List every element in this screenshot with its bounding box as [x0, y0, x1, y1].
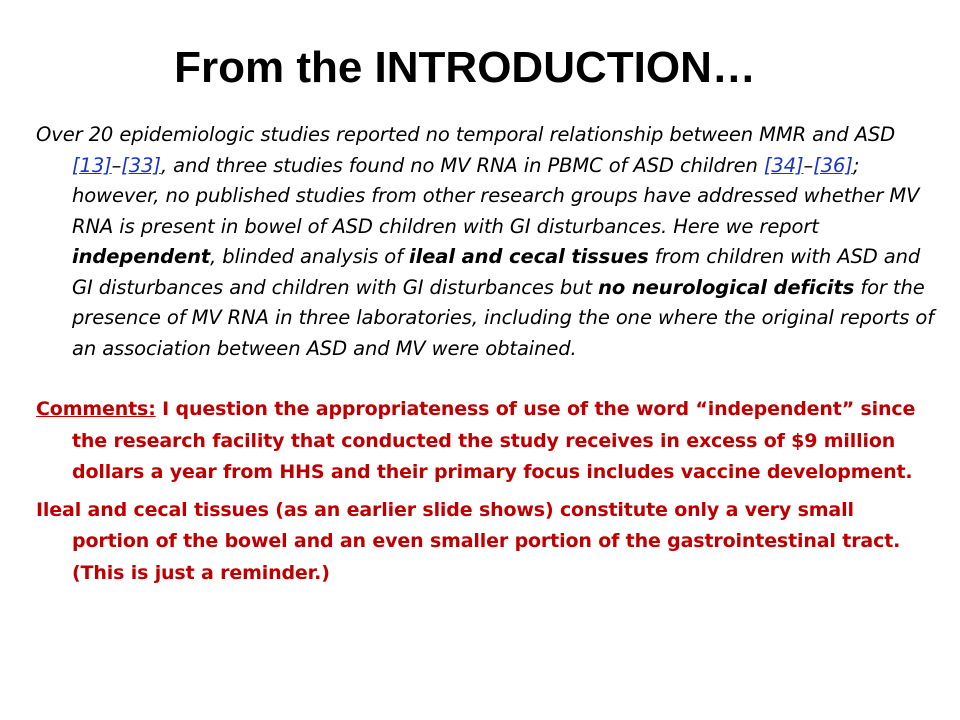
- reference-link-36[interactable]: [36]: [813, 153, 853, 177]
- intro-text-5: from children with ASD and GI disturbances and children with GI disturbances but: [72, 245, 921, 299]
- intro-text-1: Over 20 epidemiologic studies reported no temporal relationship between MMR and ASD: [36, 123, 896, 146]
- spacer: [36, 364, 936, 394]
- comments-label: Comments:: [36, 398, 156, 420]
- comment-paragraph-1: [36, 394, 936, 489]
- emphasis-independent: independent: [72, 245, 211, 268]
- reference-dash: –: [111, 153, 122, 177]
- intro-text-4: , blinded analysis of: [210, 245, 409, 268]
- intro-paragraph: [36, 120, 936, 364]
- slide-title: From the INTRODUCTION…: [174, 43, 756, 92]
- slide-body: [36, 120, 936, 589]
- reference-dash: –: [803, 153, 814, 177]
- reference-link-13[interactable]: [13]: [72, 153, 112, 177]
- emphasis-ileal-cecal-tissues: ileal and cecal tissues: [408, 245, 649, 268]
- intro-text-2: , and three studies found no MV RNA in PBMC of ASD children: [160, 153, 764, 177]
- comment-text-1: I question the appropriateness of use of the word “independent” since the research facility that conducted the study receives in excess of $9 million dollars a year from HHS and their primary focus includes vaccine development.: [72, 398, 916, 483]
- comment-paragraph-2: [36, 495, 936, 590]
- intro-text-6: for the presence of MV RNA in three laboratories, including the one where the original reports of an association between ASD and MV were obtained.: [72, 275, 934, 360]
- emphasis-no-neurological-deficits: no neurological deficits: [598, 275, 855, 299]
- reference-link-33[interactable]: [33]: [121, 153, 161, 177]
- reference-link-34[interactable]: [34]: [763, 153, 804, 177]
- comment-text-2: Ileal and cecal tissues (as an earlier slide shows) constitute only a very small portion of the bowel and an even smaller portion of the gastrointestinal tract. (This is just a reminder.): [36, 498, 901, 584]
- intro-text-3: ; however, no published studies from other research groups have addressed whether MV RNA is present in bowel of ASD children with GI disturbances. Here we report: [72, 153, 920, 238]
